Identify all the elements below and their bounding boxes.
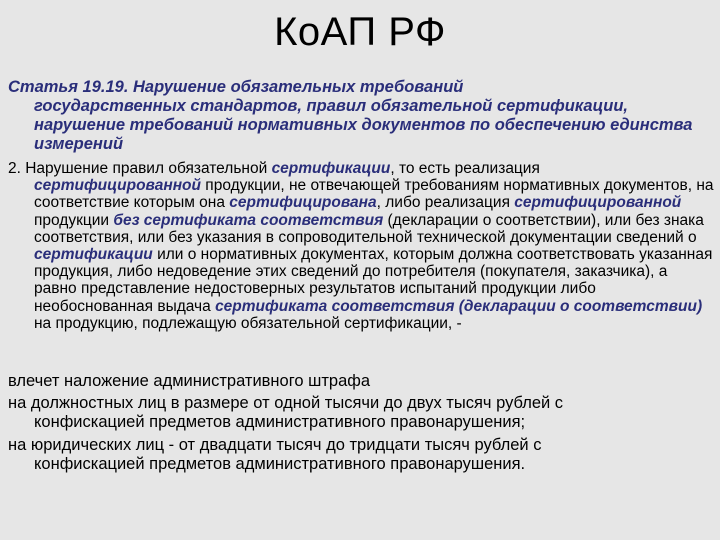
p2-text-7: или о нормативных документах, которым должна соответствовать указанная продукция, либо недоведение этих сведений до потребителя (покупателя, заказчика), а равно представление недостоверных результатов испытаний продукции либо необоснованная выдача: [34, 246, 713, 315]
p2-emphasis-6: сертификации: [34, 246, 153, 264]
p2-emphasis-3: сертифицирована: [229, 194, 377, 212]
p2-text-4: , либо реализация: [376, 194, 515, 212]
officials-line1: на должностных лиц в размере от одной тысячи до двух тысяч рублей с: [8, 394, 564, 412]
p2-text-8: на продукцию, подлежащую обязательной сертификации, -: [34, 314, 462, 332]
penalty-line: влечет наложение административного штрафа: [8, 372, 371, 390]
article-heading: [8, 78, 714, 154]
p2-text-5: продукции: [34, 211, 114, 229]
p2-text-2: , то есть реализация: [390, 160, 540, 177]
p2-emphasis-1: сертификации: [271, 160, 391, 177]
p2-emphasis-5: без сертификата соответствия: [113, 211, 384, 229]
p2-text-6: (декларации о соответствии), или без знака соответствия, или без указания в сопроводительной технической документации сведений о: [34, 211, 704, 246]
paragraph-2: [8, 160, 714, 332]
legal-entities-rest: конфискацией предметов административного правонарушения.: [34, 455, 526, 473]
p2-emphasis-2: сертифицированной: [34, 177, 201, 195]
p2-text-1: 2. Нарушение правил обязательной: [8, 160, 272, 177]
p2-text-3: продукции, не отвечающей требованиям нормативных документов, на соответствие которым она: [34, 177, 714, 212]
legal-entities-line1: на юридических лиц - от двадцати тысяч до тридцати тысяч рублей с: [8, 436, 542, 454]
p2-rest: [8, 177, 714, 332]
slide-title: КоАП РФ: [274, 10, 446, 54]
officials-rest: конфискацией предметов административного правонарушения;: [34, 413, 526, 431]
officials-penalty: [8, 394, 714, 432]
article-heading-line1: Статья 19.19. Нарушение обязательных требований: [8, 78, 464, 96]
p2-emphasis-7: сертификата соответствия (декларации о соответствии): [215, 297, 703, 315]
p2-line1: [8, 160, 540, 177]
p2-emphasis-4: сертифицированной: [514, 194, 682, 212]
legal-entities-penalty: [8, 436, 714, 474]
article-heading-rest: государственных стандартов, правил обязательной сертификации, нарушение требований нормативных документов по обеспечению единства измерений: [34, 97, 693, 153]
